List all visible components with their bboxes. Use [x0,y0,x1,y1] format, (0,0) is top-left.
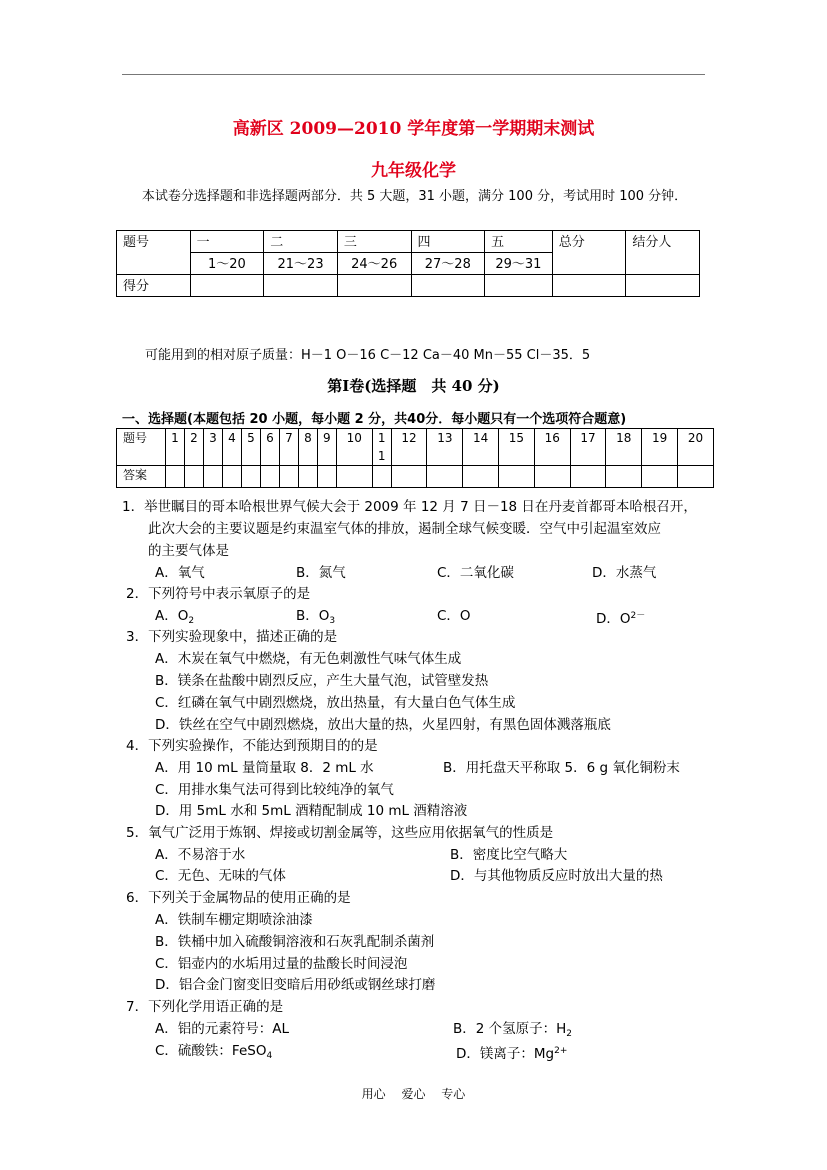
answer-number-cell: 17 [570,429,606,466]
question-2: 2．下列符号中表示氧原子的是 [126,586,311,602]
question-1-line-1: 1．举世瞩目的哥本哈根世界气候大会于 2009 年 12 月 7 日－18 日在丹麦首都哥本哈根召开， [122,499,697,515]
answer-table-header: 题号 [117,429,166,466]
q7-option-b-sub: 2 [566,1029,573,1039]
section-1-label: 一 [190,231,264,253]
answer-number-cell: 5 [241,429,260,466]
answer-row-label: 答案 [117,466,166,488]
answer-number-cell: 4 [222,429,241,466]
score-cell[interactable] [485,275,553,297]
q5-option-a[interactable]: A．不易溶于水 [155,847,246,863]
q5-option-c[interactable]: C．无色、无味的气体 [155,868,286,884]
answer-cell[interactable] [222,466,241,488]
section-5-range: 29～31 [485,253,553,275]
q1-option-b[interactable]: B．氮气 [296,565,346,581]
answer-number-cell: 2 [184,429,203,466]
exam-subtitle: 九年级化学 [371,161,456,181]
answer-number-cell: 7 [279,429,298,466]
q6-option-a[interactable]: A．铁制车棚定期喷涂油漆 [155,912,313,928]
answer-number-cell: 13 [427,429,463,466]
q7-option-c-sub: 4 [266,1051,273,1061]
answer-number-cell: 6 [260,429,279,466]
q5-option-d[interactable]: D．与其他物质反应时放出大量的热 [450,868,663,884]
answer-cell[interactable] [642,466,678,488]
score-cell[interactable] [337,275,411,297]
total-label: 总分 [552,231,626,275]
score-cell[interactable] [190,275,264,297]
answer-cell[interactable] [678,466,714,488]
q4-option-b[interactable]: B．用托盘天平称取 5．6 g 氧化铜粉末 [443,760,680,776]
q4-option-a[interactable]: A．用 10 mL 量筒量取 8．2 mL 水 [155,760,374,776]
answer-cell[interactable] [203,466,222,488]
score-cell[interactable] [264,275,338,297]
q7-option-a[interactable]: A．铝的元素符号：AL [155,1021,289,1037]
answer-number-cell: 1 1 [372,429,391,466]
score-cell[interactable] [626,275,700,297]
q1-option-d[interactable]: D．水蒸气 [592,565,657,581]
answer-number-cell: 18 [606,429,642,466]
q2-option-a-text: A．O [155,608,189,624]
answer-cell[interactable] [241,466,260,488]
section-4-range: 27～28 [411,253,485,275]
exam-intro: 本试卷分选择题和非选择题两部分．共 5 大题，31 小题，满分 100 分，考试用时 100 分钟． [141,189,688,204]
q6-option-b[interactable]: B．铁桶中加入硫酸铜溶液和石灰乳配制杀菌剂 [155,934,435,950]
answer-number-cell: 9 [317,429,336,466]
q1-option-a[interactable]: A．氧气 [155,565,205,581]
answer-cell[interactable] [606,466,642,488]
answer-number-cell: 10 [336,429,372,466]
exam-title: 高新区 2009—2010 学年度第一学期期末测试 [232,119,595,139]
answer-cell[interactable] [184,466,203,488]
answer-number-cell: 20 [678,429,714,466]
page-footer: 用心 爱心 专心 [361,1087,466,1101]
score-table-header: 题号 [117,231,191,275]
q7-option-c[interactable] [155,1040,272,1067]
answer-cell[interactable] [279,466,298,488]
answer-cell[interactable] [372,466,391,488]
answer-cell[interactable] [298,466,317,488]
q7-option-d[interactable] [456,1040,567,1065]
answer-cell[interactable] [427,466,463,488]
section-5-label: 五 [485,231,553,253]
atomic-mass-note: 可能用到的相对原子质量：H－1 O－16 C－12 Ca－40 Mn－55 Cl－35．5 [145,348,591,363]
q4-option-c[interactable]: C．用排水集气法可得到比较纯净的氧气 [155,782,394,798]
answer-number-cell: 14 [463,429,499,466]
q2-option-a-sub: 2 [188,616,195,626]
answer-number-cell: 1 [166,429,185,466]
answer-cell[interactable] [463,466,499,488]
answer-cell[interactable] [166,466,185,488]
answer-cell[interactable] [317,466,336,488]
part1-title: 第Ⅰ卷(选择题 共 40 分) [327,377,500,395]
section-2-range: 21～23 [264,253,338,275]
q2-option-b-text: B．O [296,608,330,624]
q6-option-c[interactable]: C．铝壶内的水垢用过量的盐酸长时间浸泡 [155,956,408,972]
q2-option-d[interactable] [596,605,645,630]
q3-option-c[interactable]: C．红磷在氧气中剧烈燃烧，放出热量，有大量白色气体生成 [155,695,516,711]
question-1-line-3: 的主要气体是 [148,543,229,559]
question-1-line-2: 此次大会的主要议题是约束温室气体的排放，遏制全球气候变暖．空气中引起温室效应 [148,521,661,537]
answer-cell[interactable] [260,466,279,488]
answer-cell[interactable] [336,466,372,488]
answer-number-cell: 19 [642,429,678,466]
section-4-label: 四 [411,231,485,253]
question-4: 4．下列实验操作，不能达到预期目的的是 [126,738,378,754]
answer-number-cell: 12 [391,429,427,466]
score-cell[interactable] [552,275,626,297]
answer-number-cell: 8 [298,429,317,466]
q3-option-b[interactable]: B．镁条在盐酸中剧烈反应，产生大量气泡，试管壁发热 [155,673,489,689]
score-row-label: 得分 [117,275,191,297]
q6-option-d[interactable]: D．铝合金门窗变旧变暗后用砂纸或钢丝球打磨 [155,977,436,993]
section-3-range: 24～26 [337,253,411,275]
q5-option-b[interactable]: B．密度比空气略大 [450,847,568,863]
answer-table [116,428,714,488]
q7-option-d-sup: 2+ [554,1046,568,1056]
question-7: 7．下列化学用语正确的是 [126,999,284,1015]
section-2-label: 二 [264,231,338,253]
answer-cell[interactable] [570,466,606,488]
q2-option-c[interactable]: C．O [437,608,471,624]
question-6: 6．下列关于金属物品的使用正确的是 [126,890,351,906]
q2-option-b-sub: 3 [329,616,336,626]
question-3: 3．下列实验现象中，描述正确的是 [126,629,338,645]
answer-cell[interactable] [499,466,535,488]
section-3-label: 三 [337,231,411,253]
q2-option-d-sup: 2－ [630,611,646,621]
question-5: 5．氧气广泛用于炼钢、焊接或切割金属等，这些应用依据氧气的性质是 [126,825,554,841]
answer-cell[interactable] [534,466,570,488]
grader-label: 结分人 [626,231,700,275]
q3-option-a[interactable]: A．木炭在氧气中燃烧，有无色刺激性气味气体生成 [155,651,462,667]
section1-heading: 一、选择题(本题包括 20 小题，每小题 2 分，共40分．每小题只有一个选项符合题意) [122,412,627,427]
score-cell[interactable] [411,275,485,297]
q1-option-c[interactable]: C．二氧化碳 [437,565,514,581]
q7-option-c-text: C．硫酸铁：FeSO [155,1043,267,1059]
answer-cell[interactable] [391,466,427,488]
q2-option-d-text: D．O [596,611,631,627]
q3-option-d[interactable]: D．铁丝在空气中剧烈燃烧，放出大量的热，火星四射，有黑色固体溅落瓶底 [155,717,611,733]
q7-option-d-text: D．镁离子：Mg [456,1046,555,1062]
answer-number-cell: 15 [499,429,535,466]
q7-option-b-text: B．2 个氢原子：H [453,1021,567,1037]
header-rule [122,74,705,75]
section-1-range: 1～20 [190,253,264,275]
answer-number-cell: 16 [534,429,570,466]
score-table [116,230,700,297]
q4-option-d[interactable]: D．用 5mL 水和 5mL 酒精配制成 10 mL 酒精溶液 [155,803,468,819]
answer-number-cell: 3 [203,429,222,466]
